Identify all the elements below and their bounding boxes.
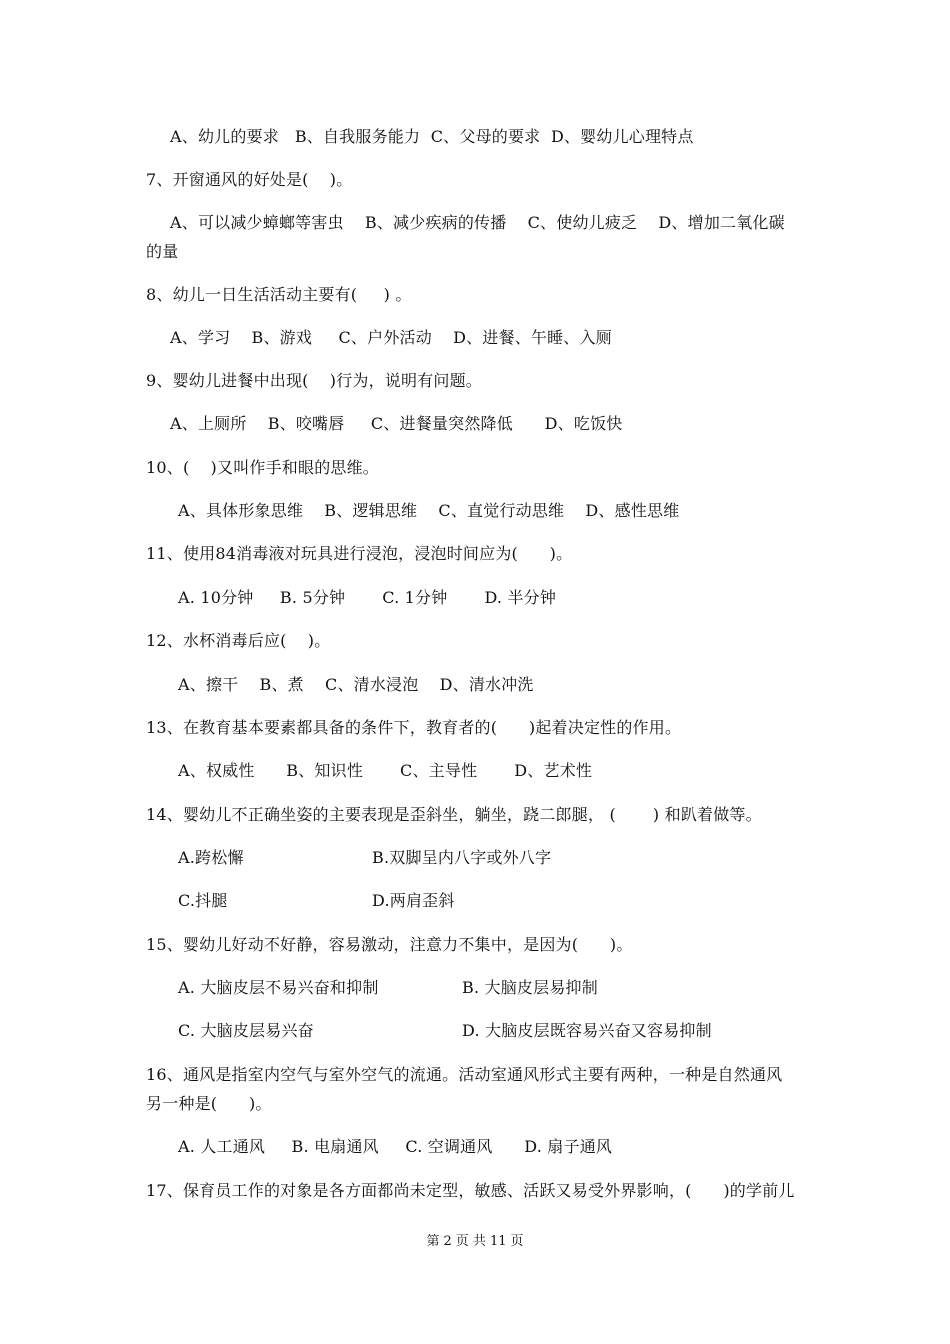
q16-options: A. 人工通风 B. 电扇通风 C. 空调通风 D. 扇子通风 <box>178 1137 613 1156</box>
q12-question: 12、水杯消毒后应( )。 <box>146 631 331 650</box>
q15-option-b: B. 大脑皮层易抑制 <box>462 978 598 997</box>
q14-option-c: C.抖腿 <box>178 891 228 910</box>
q8-options: A、学习 B、游戏 C、户外活动 D、进餐、午睡、入厕 <box>170 328 612 347</box>
footer-middle: 页 共 <box>455 1234 486 1249</box>
q15-option-c: C. 大脑皮层易兴奋 <box>178 1021 314 1040</box>
q14-question: 14、婴幼儿不正确坐姿的主要表现是歪斜坐，躺坐，跷二郎腿， ( ) 和趴着做等。 <box>146 805 762 824</box>
q10-options: A、具体形象思维 B、逻辑思维 C、直觉行动思维 D、感性思维 <box>178 501 680 520</box>
q11-question: 11、使用84消毒液对玩具进行浸泡，浸泡时间应为( )。 <box>146 544 573 563</box>
q6-options: A、幼儿的要求 B、自我服务能力 C、父母的要求 D、婴幼儿心理特点 <box>170 127 694 146</box>
q10-question: 10、( )又叫作手和眼的思维。 <box>146 458 379 477</box>
q9-options: A、上厕所 B、咬嘴唇 C、进餐量突然降低 D、吃饭快 <box>170 414 623 433</box>
q9-question: 9、婴幼儿进餐中出现( )行为，说明有问题。 <box>146 371 483 390</box>
page-footer <box>0 1230 950 1249</box>
footer-total-pages: 11 <box>489 1234 507 1249</box>
q15-option-a: A. 大脑皮层不易兴奋和抑制 <box>178 978 379 997</box>
q7-options: A、可以减少蟑螂等害虫 B、减少疾病的传播 C、使幼儿疲乏 D、增加二氧化碳 <box>170 213 785 232</box>
q15-question: 15、婴幼儿好动不好静，容易激动，注意力不集中，是因为( )。 <box>146 935 633 954</box>
q16-question: 16、通风是指室内空气与室外空气的流通。活动室通风形式主要有两种，一种是自然通风 <box>146 1065 783 1084</box>
q13-question: 13、在教育基本要素都具备的条件下，教育者的( )起着决定性的作用。 <box>146 718 682 737</box>
q12-options: A、擦干 B、煮 C、清水浸泡 D、清水冲洗 <box>178 675 534 694</box>
footer-prefix: 第 <box>426 1234 440 1249</box>
footer-page-number: 2 <box>443 1234 452 1249</box>
q17-question: 17、保育员工作的对象是各方面都尚未定型，敏感、活跃又易受外界影响，( )的学前儿 <box>146 1181 795 1200</box>
q14-option-a: A.跨松懈 <box>178 848 244 867</box>
q16-question-continued: 另一种是( )。 <box>146 1094 272 1113</box>
q8-question: 8、幼儿一日生活活动主要有( ) 。 <box>146 285 412 304</box>
q7-options-continued: 的量 <box>146 242 179 261</box>
q15-option-d: D. 大脑皮层既容易兴奋又容易抑制 <box>462 1021 712 1040</box>
q7-question: 7、开窗通风的好处是( )。 <box>146 170 353 189</box>
q14-option-b: B.双脚呈内八字或外八字 <box>372 848 552 867</box>
q14-option-d: D.两肩歪斜 <box>372 891 455 910</box>
footer-suffix: 页 <box>510 1234 524 1249</box>
q11-options: A. 10分钟 B. 5分钟 C. 1分钟 D. 半分钟 <box>178 588 557 607</box>
q13-options: A、权威性 B、知识性 C、主导性 D、艺术性 <box>178 761 593 780</box>
